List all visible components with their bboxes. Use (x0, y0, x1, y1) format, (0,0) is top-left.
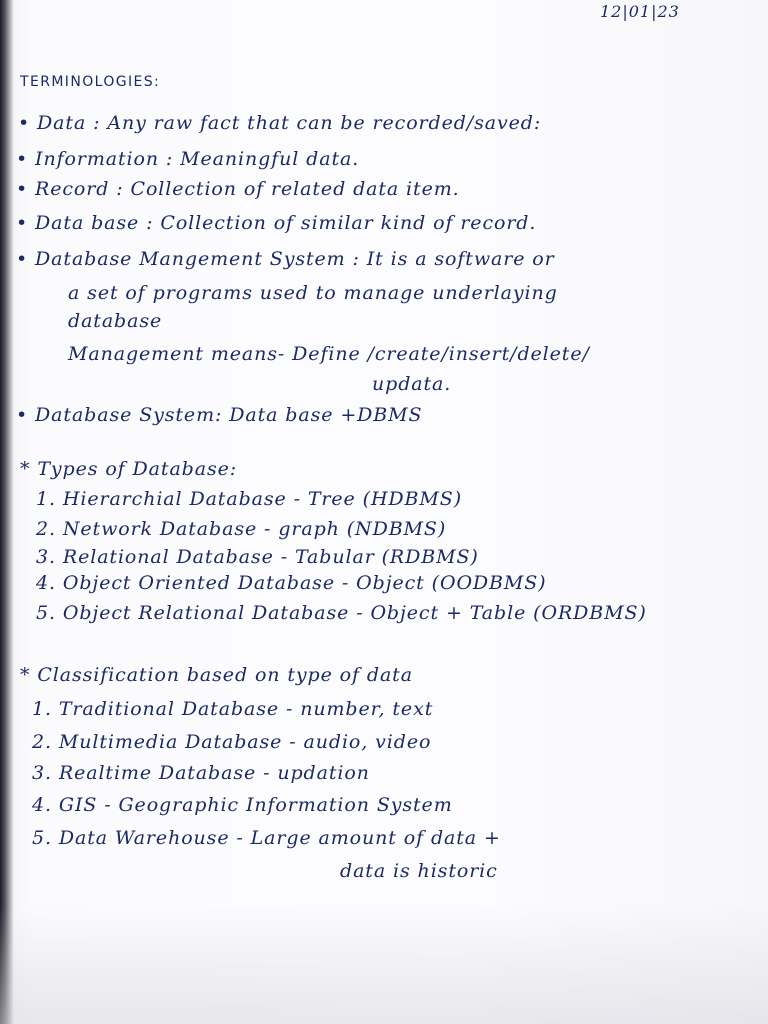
term-dbms-line-2: a set of programs used to manage underlaying (68, 282, 558, 304)
classification-item-5-continuation: data is historic (340, 860, 498, 882)
management-means-line-2: updata. (372, 373, 452, 395)
types-list-item: 3. Relational Database - Tabular (RDBMS) (36, 546, 479, 568)
term-dbms-line-3: database (68, 310, 163, 332)
term-record: • Record : Collection of related data item. (16, 178, 460, 200)
page-bottom-shadow (0, 904, 768, 1024)
types-list-item: 2. Network Database - graph (NDBMS) (36, 518, 447, 540)
classification-list-item: 3. Realtime Database - updation (32, 762, 370, 784)
terminologies-heading: TERMINOLOGIES: (20, 74, 161, 90)
page-date: 12|01|23 (600, 2, 680, 21)
page-edge-shadow (0, 0, 14, 1024)
term-database: • Data base : Collection of similar kind of record. (16, 212, 537, 234)
types-list-item: 4. Object Oriented Database - Object (OODBMS) (36, 572, 547, 594)
types-heading: * Types of Database: (20, 458, 238, 480)
classification-heading: * Classification based on type of data (20, 664, 413, 686)
term-data: • Data : Any raw fact that can be recorded/saved: (18, 112, 542, 134)
term-dbms-line-1: • Database Mangement System : It is a software or (16, 248, 555, 270)
management-means-line-1: Management means- Define /create/insert/delete/ (68, 343, 590, 365)
term-database-system: • Database System: Data base +DBMS (16, 404, 423, 426)
types-list-item: 5. Object Relational Database - Object + Table (ORDBMS) (36, 602, 647, 624)
term-information: • Information : Meaningful data. (16, 148, 360, 170)
classification-list-item: 2. Multimedia Database - audio, video (32, 731, 432, 753)
classification-list-item: 5. Data Warehouse - Large amount of data + (32, 827, 501, 849)
classification-list-item: 4. GIS - Geographic Information System (32, 794, 453, 816)
classification-list-item: 1. Traditional Database - number, text (32, 698, 434, 720)
types-list-item: 1. Hierarchial Database - Tree (HDBMS) (36, 488, 463, 510)
